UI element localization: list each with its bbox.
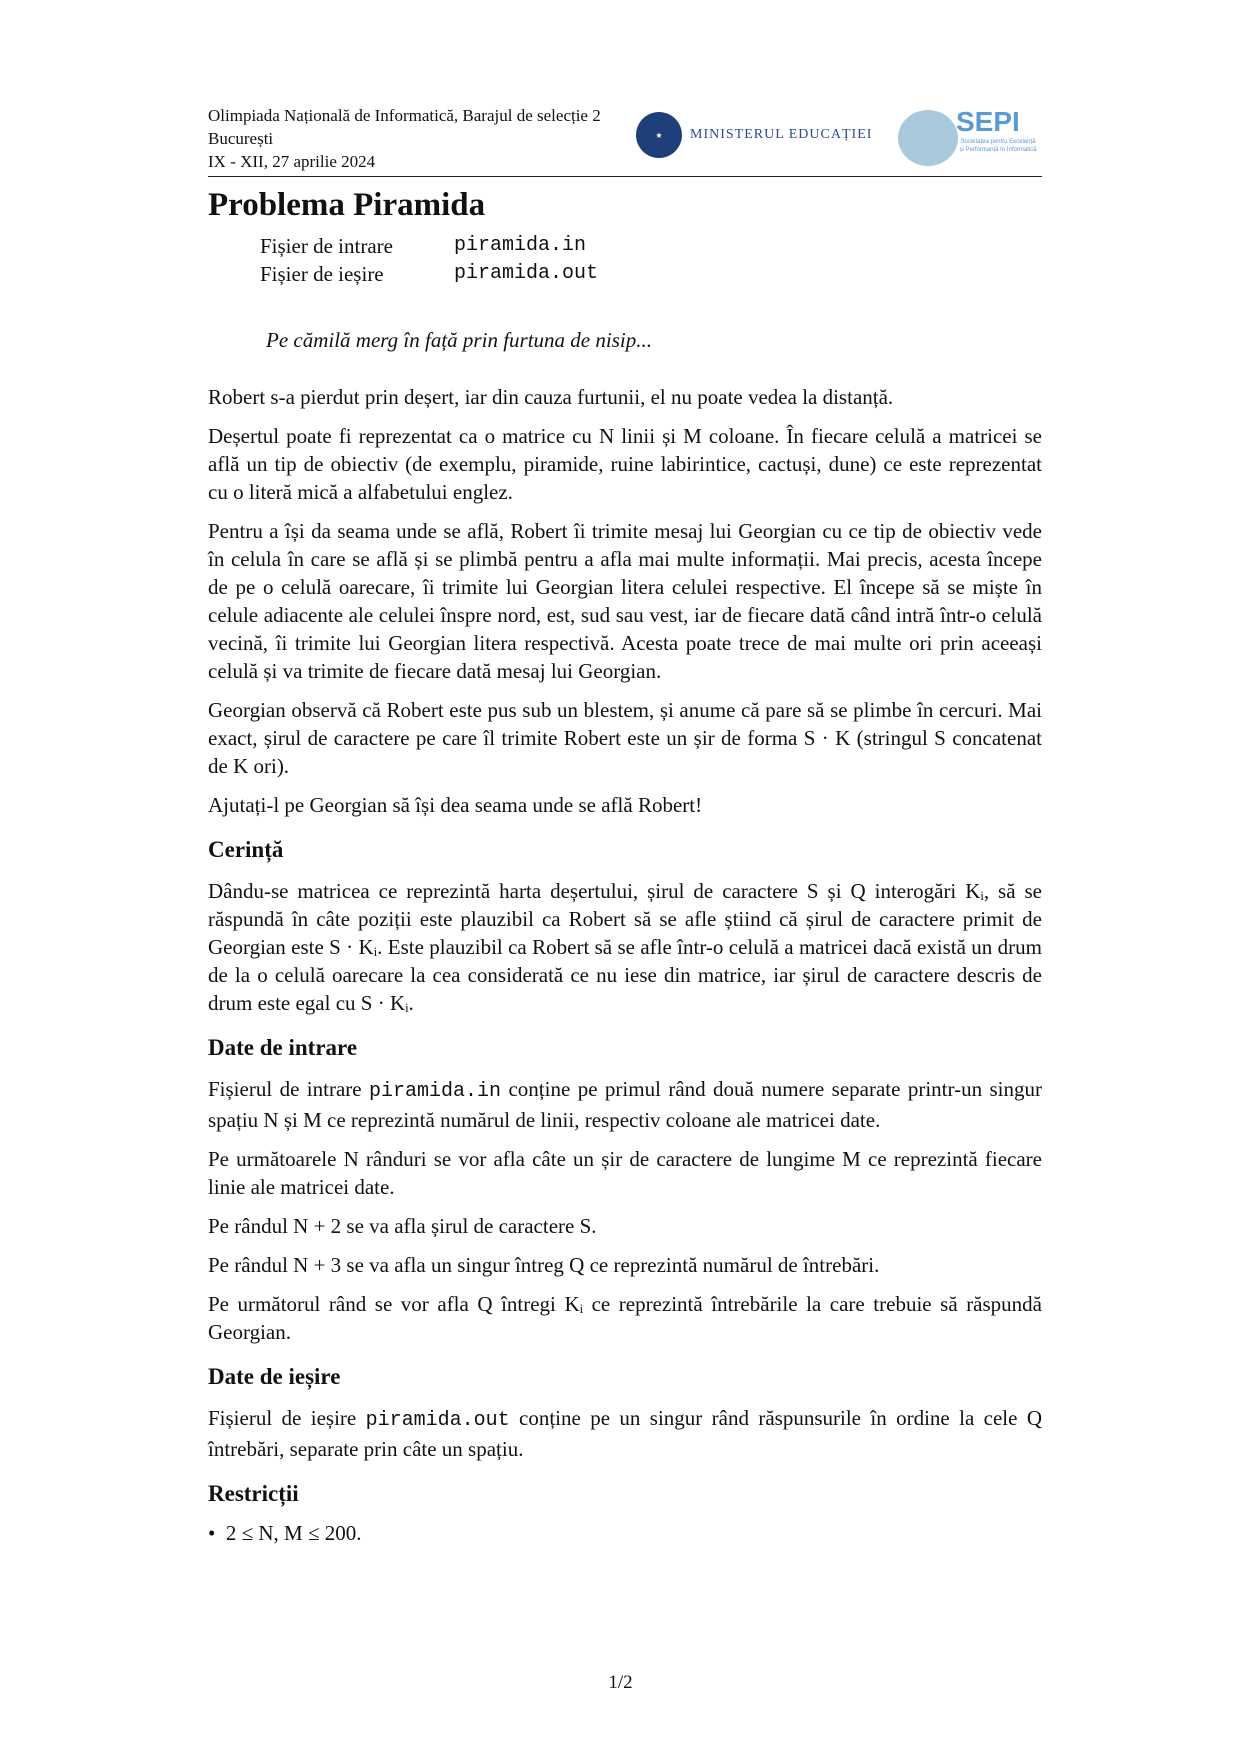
contest-date: IX - XII, 27 aprilie 2024: [208, 152, 376, 171]
output-file-name: piramida.out: [454, 262, 599, 285]
cerinta-text: Dându-se matricea ce reprezintă harta deșertului, șirul de caractere S și Q interogări Kᵢ, să se răspundă în câte poziții este plauzibil ca Robert să se afle știind că șirul de caractere primit de Georgian este S · Kᵢ. Este plauzibil ca Robert să se afle într-o celulă a matricei dacă există un drum de la o celulă oarecare la cea considerată ce nu iese din matrice, iar șirul de caractere descris de drum este egal cu S · Kᵢ.: [208, 879, 1042, 1015]
section-heading-restrictions: Restricții: [208, 1481, 299, 1506]
input-paragraph: Pe rândul N + 2 se va afla șirul de caractere S.: [208, 1214, 597, 1238]
sepi-subtitle: Societatea pentru Excelență și Performanță în Informatică: [959, 139, 1037, 153]
input-file-label: Fișier de intrare: [260, 234, 393, 258]
input-file-name: piramida.in: [454, 234, 587, 257]
intro-paragraph: Pentru a își da seama unde se află, Robert îi trimite mesaj lui Georgian cu ce tip de obiectiv vede în celula în care se află și se plimbă pentru a afla mai multe informații. Mai precis, acesta începe de pe o celulă oarecare, îi trimite lui Georgian litera celulei respective. El începe să se miște în celule adiacente ale celulei înspre nord, est, sud sau vest, iar de fiecare dată când intră într-o celulă vecină, îi trimite lui Georgian litera respectivă. Acesta poate trece de mai multe ori prin aceeași celulă și va trimite de fiecare dată mesaj lui Georgian.: [208, 519, 1042, 683]
epigraph: Pe cămilă merg în față prin furtuna de nisip...: [266, 328, 652, 352]
output-file-code: piramida.out: [365, 1409, 510, 1432]
output-file-label: Fișier de ieșire: [260, 262, 384, 286]
section-heading-cerinta: Cerință: [208, 837, 284, 862]
sepi-circuit-icon: [898, 110, 958, 166]
restriction-item: • 2 ≤ N, M ≤ 200.: [208, 1521, 362, 1545]
intro-paragraph: Ajutați-l pe Georgian să își dea seama unde se află Robert!: [208, 793, 703, 817]
input-paragraph: Pe rândul N + 3 se va afla un singur întreg Q ce reprezintă numărul de întrebări.: [208, 1253, 880, 1277]
page-title: Problema Piramida: [208, 187, 486, 223]
input-paragraph: [208, 1075, 1042, 1134]
input-paragraph: Pe următorul rând se vor afla Q întregi Kᵢ ce reprezintă întrebările la care trebuie să răspundă Georgian.: [208, 1292, 1042, 1344]
text: Fișierul de intrare: [208, 1077, 370, 1101]
restriction-text: 2 ≤ N, M ≤ 200.: [225, 1521, 362, 1545]
intro-paragraph: Deșertul poate fi reprezentat ca o matrice cu N linii și M coloane. În fiecare celulă a matricei se află un tip de obiectiv (de exemplu, piramide, ruine labirintice, cactuși, dune) ce este reprezentat cu o literă mică a alfabetului englez.: [208, 424, 1042, 504]
ministry-name: MINISTERUL EDUCAȚIEI: [690, 127, 873, 142]
sepi-wordmark: SEPI: [956, 106, 1020, 137]
ministry-logo: [636, 112, 872, 158]
intro-paragraph: Georgian observă că Robert este pus sub un blestem, și anume că pare să se plimbe în cercuri. Mai exact, șirul de caractere pe care îl trimite Robert este un șir de forma S · K (stringul S concatenat de K ori).: [208, 698, 1042, 778]
text: conține pe primul rând două numere separate printr-un singur spațiu N și M ce reprezintă numărul de linii, respectiv coloane ale matricei date.: [208, 1077, 1042, 1132]
romania-seal-icon: ★: [636, 112, 682, 158]
page: [208, 104, 1042, 1546]
restrictions-list: [208, 1521, 1042, 1546]
input-file-code: piramida.in: [369, 1080, 502, 1103]
section-heading-output: Date de ieșire: [208, 1364, 341, 1389]
output-paragraph: [208, 1404, 1042, 1463]
text: conține pe un singur rând răspunsurile în ordine la cele Q întrebări, separate prin câte un spațiu.: [208, 1406, 1043, 1461]
sepi-logo: [898, 104, 1038, 166]
intro-paragraph: Robert s-a pierdut prin deșert, iar din cauza furtunii, el nu poate vedea la distanță.: [208, 385, 894, 409]
text: Fișierul de ieșire: [208, 1406, 366, 1430]
file-table: [260, 232, 1042, 288]
input-paragraph: Pe următoarele N rânduri se vor afla câte un șir de caractere de lungime M ce reprezintă fiecare linie ale matricei date.: [208, 1147, 1042, 1199]
contest-city: București: [208, 129, 274, 148]
page-number: 1/2: [608, 1672, 633, 1693]
page-header: [208, 104, 1042, 177]
contest-name: Olimpiada Națională de Informatică, Barajul de selecție 2: [208, 106, 601, 125]
section-heading-input: Date de intrare: [208, 1035, 358, 1060]
